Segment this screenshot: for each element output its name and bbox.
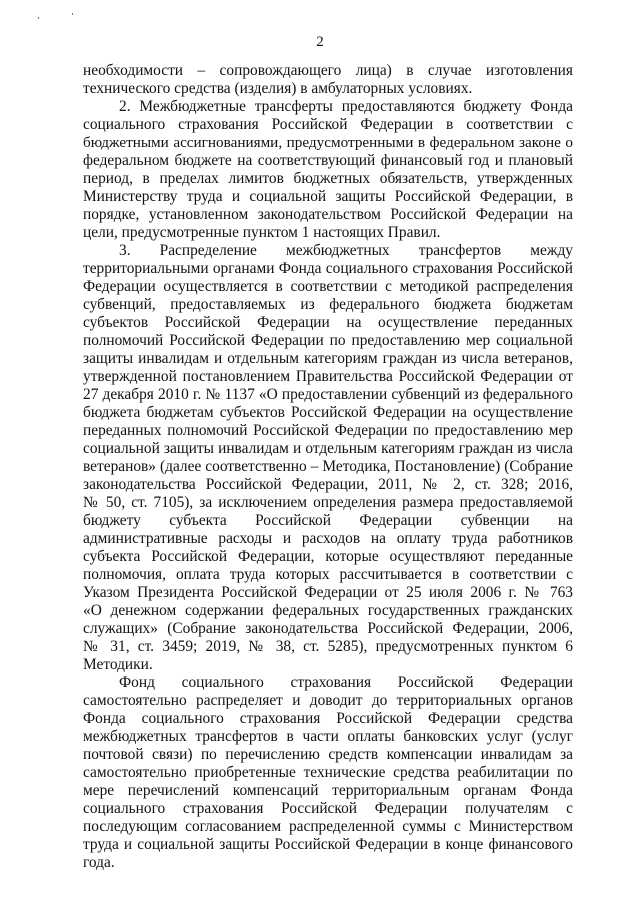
text-line: «О денежном содержании федеральных государственных гражданских [83,602,573,619]
text-line: федеральном бюджете на соответствующий финансовый год и плановый [83,152,573,169]
text-line: порядке, установленном законодательством Российской Федерации на [83,206,573,223]
text-line: полномочий Российской Федерации по предоставлению мер социальной [83,332,573,349]
text-line: Министерству труда и социальной защиты Российской Федерации, в [83,188,573,205]
scan-speck [38,17,39,19]
text-line: самостоятельно распределяет и доводит до территориальных органов [83,692,573,709]
text-line: служащих» (Собрание законодательства Российской Федерации, 2006, [83,620,573,637]
text-line: межбюджетных трансфертов в части оплаты банковских услуг (услуг [83,728,573,745]
text-line: защиты инвалидам и отдельным категориям граждан из числа ветеранов, [83,350,573,367]
text-line: Методики. [83,656,153,673]
text-line: социального страхования Российской Федерации получателям с [83,800,573,817]
text-line: необходимости – сопровождающего лица) в случае изготовления [83,62,573,79]
text-line: бюджету субъекта Российской Федерации субвенции на [83,512,573,529]
text-line: утвержденной постановлением Правительства Российской Федерации от [83,368,573,385]
text-line: № 50, ст. 7105), за исключением определения размера предоставляемой [83,494,573,511]
text-line: территориальными органами Фонда социального страхования Российской [83,260,573,277]
text-line: бюджета бюджетам субъектов Российской Федерации на осуществление [83,404,573,421]
text-line: ветеранов» (далее соответственно – Методика, Постановление) (Собрание [83,458,573,475]
text-line: субъекта Российской Федерации, которые осуществляют переданные [83,548,573,565]
text-line: года. [83,854,115,871]
text-line: самостоятельно приобретенные технические средства реабилитации по [83,764,573,781]
text-line: 3. Распределение межбюджетных трансфертов между [119,242,573,259]
text-line: субвенций, предоставляемых из федерального бюджета бюджетам [83,296,573,313]
text-line: переданных полномочий Российской Федерации по предоставлению мер [83,422,573,439]
scan-speck [72,13,73,15]
text-line: 27 декабря 2010 г. № 1137 «О предоставлении субвенций из федерального [83,386,573,403]
text-line: Указом Президента Российской Федерации от 25 июля 2006 г. № 763 [83,584,573,601]
text-line: № 31, ст. 3459; 2019, № 38, ст. 5285), предусмотренных пунктом 6 [83,638,573,655]
text-line: бюджетными ассигнованиями, предусмотренными в федеральном законе о [83,134,573,151]
text-line: цели, предусмотренные пунктом 1 настоящих Правил. [83,224,441,241]
text-line: технического средства (изделия) в амбулаторных условиях. [83,80,473,97]
text-line: Фонд социального страхования Российской Федерации [119,674,573,691]
text-line: полномочия, оплата труда которых рассчитывается в соответствии с [83,566,573,583]
text-line: 2. Межбюджетные трансферты предоставляются бюджету Фонда [119,98,573,115]
text-line: социальной защиты инвалидам и отдельным категориям граждан из числа [83,440,573,457]
text-line: труда и социальной защиты Российской Федерации в конце финансового [83,836,573,853]
text-line: административные расходы и расходов на оплату труда работников [83,530,573,547]
text-line: социального страхования Российской Федерации в соответствии с [83,116,573,133]
text-line: законодательства Российской Федерации, 2011, № 2, ст. 328; 2016, [83,476,573,493]
text-line: период, в пределах лимитов бюджетных обязательств, утвержденных [83,170,573,187]
text-line: последующим согласованием распределенной суммы с Министерством [83,818,573,835]
text-line: субъектов Российской Федерации на осуществление переданных [83,314,573,331]
text-line: Федерации осуществляется в соответствии с методикой распределения [83,278,573,295]
page-number: 2 [316,34,324,50]
text-line: мере перечислений компенсаций территориальным органам Фонда [83,782,573,799]
text-line: почтовой связи) по перечислению средств компенсации инвалидам за [83,746,573,763]
text-line: Фонда социального страхования Российской Федерации средства [83,710,573,727]
